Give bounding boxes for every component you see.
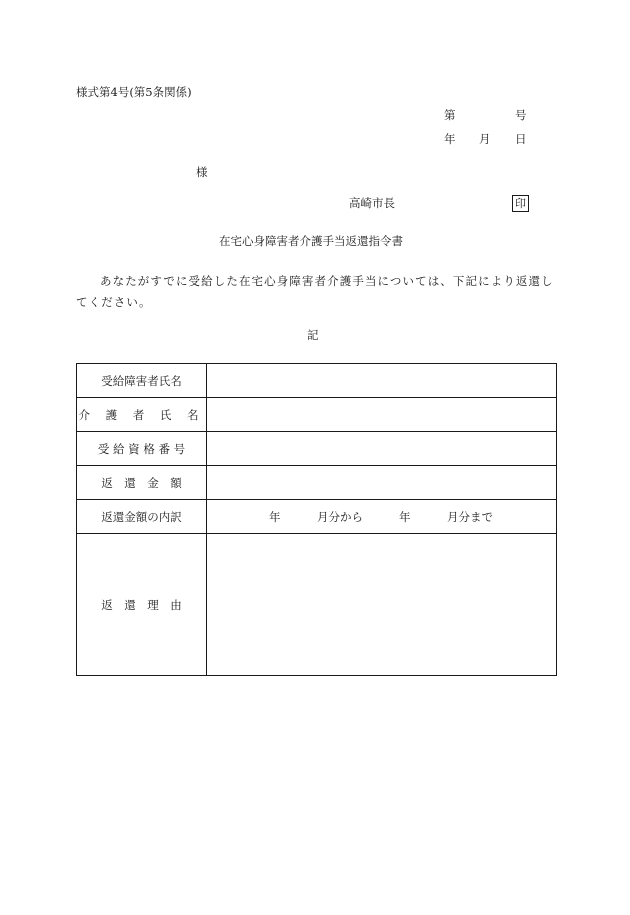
- period-from-year: 年: [269, 509, 281, 524]
- table-row-refund-period: [77, 500, 557, 534]
- form-number: 様式第4号(第5条関係): [76, 85, 192, 99]
- refund-reason-field[interactable]: [207, 534, 557, 676]
- refund-period-field[interactable]: [207, 500, 557, 534]
- refund-amount-field[interactable]: [207, 466, 557, 500]
- refund-details-table: [76, 363, 557, 676]
- table-row-refund-reason: [77, 534, 557, 676]
- document-number-label: 第: [444, 108, 456, 122]
- refund-reason-label: 返 還 理 由: [77, 534, 207, 676]
- document-title: 在宅心身障害者介護手当返還指令書: [219, 234, 403, 248]
- document-body: あなたがすでに受給した在宅心身障害者介護手当については、下記により返還してください。: [76, 274, 554, 309]
- caregiver-name-label: 介 護 者 氏 名: [77, 398, 207, 432]
- table-row-caregiver-name: [77, 398, 557, 432]
- refund-breakdown-label: 返還金額の内訳: [77, 500, 207, 534]
- eligibility-number-label: 受 給 資 格 番 号: [77, 432, 207, 466]
- period-to-year: 年: [399, 509, 411, 524]
- caregiver-name-field[interactable]: [207, 398, 557, 432]
- date-month-label: 月: [479, 132, 491, 146]
- ki-heading: 記: [307, 328, 319, 342]
- seal-box: 印: [512, 195, 529, 212]
- addressee-honorific: 様: [196, 165, 208, 179]
- period-to-month: 月分まで: [447, 509, 493, 524]
- date-day-label: 日: [515, 132, 527, 146]
- table-row-eligibility-number: [77, 432, 557, 466]
- table-row-recipient-name: [77, 364, 557, 398]
- refund-amount-label: 返 還 金 額: [77, 466, 207, 500]
- document-number-suffix: 号: [515, 108, 527, 122]
- recipient-name-label: 受給障害者氏名: [77, 364, 207, 398]
- date-year-label: 年: [444, 132, 456, 146]
- sender-title: 高崎市長: [349, 196, 395, 210]
- recipient-name-field[interactable]: [207, 364, 557, 398]
- eligibility-number-field[interactable]: [207, 432, 557, 466]
- table-row-refund-amount: [77, 466, 557, 500]
- period-from-month: 月分から: [317, 509, 363, 524]
